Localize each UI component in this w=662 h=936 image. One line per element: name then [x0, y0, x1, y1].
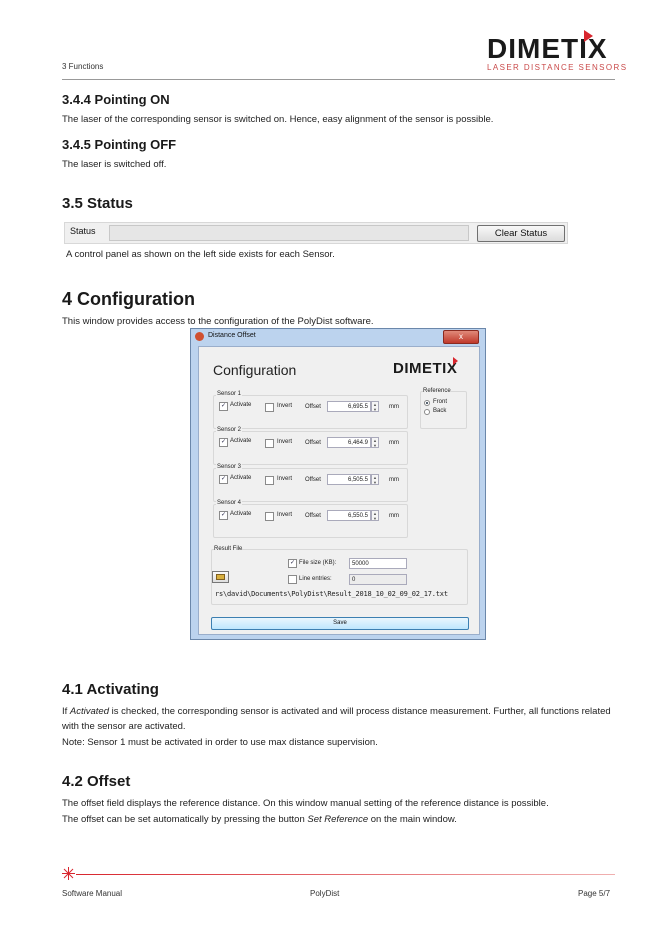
offset-spinner[interactable]: ▲ ▼ [371, 474, 379, 485]
reference-label: Reference [423, 388, 451, 394]
laser-star-icon [62, 867, 75, 880]
offset-label: Offset [305, 513, 321, 519]
invert-checkbox[interactable] [265, 403, 274, 412]
offset-input[interactable]: 6,505.5 [327, 474, 371, 485]
activating-text-pre: If [62, 706, 70, 717]
offset-text-2-post: on the main window. [368, 814, 457, 825]
footer-left: Software Manual [62, 889, 123, 898]
open-folder-button[interactable] [212, 571, 229, 583]
logo-tagline: LASER DISTANCE SENSORS [487, 63, 628, 72]
front-radio[interactable] [424, 400, 430, 406]
activate-label: Activate [230, 438, 252, 444]
sensor-group [213, 500, 408, 538]
unit-label: mm [389, 477, 399, 483]
configuration-intro: This window provides access to the configuration of the PolyDist software. [62, 316, 374, 327]
unit-label: mm [389, 440, 399, 446]
unit-label: mm [389, 513, 399, 519]
invert-checkbox[interactable] [265, 512, 274, 521]
line-entries-input: 0 [349, 574, 407, 585]
back-label: Back [433, 408, 447, 414]
offset-text-2-pre: The offset can be set automatically by pressing the button [62, 814, 308, 825]
file-size-input[interactable]: 50000 [349, 558, 407, 569]
activate-label: Activate [230, 511, 252, 517]
sensor-group [213, 391, 408, 429]
app-icon [195, 332, 204, 341]
invert-label: Invert [277, 403, 293, 409]
offset-spinner[interactable]: ▲ ▼ [371, 510, 379, 521]
activate-checkbox[interactable]: ✓ [220, 476, 227, 482]
dialog-window-title: Distance Offset [208, 332, 256, 339]
activate-checkbox[interactable]: ✓ [220, 439, 227, 445]
front-label: Front [433, 399, 448, 405]
config-logo: DIMETIX [393, 360, 458, 377]
distance-offset-dialog [190, 328, 486, 640]
heading-pointing-off: 3.4.5 Pointing OFF [62, 137, 177, 152]
offset-label: Offset [305, 440, 321, 446]
dialog-client-area [198, 346, 480, 635]
activating-text-em: Activated [69, 706, 109, 717]
activate-checkbox[interactable]: ✓ [220, 512, 227, 518]
offset-label: Offset [305, 477, 321, 483]
activate-label: Activate [230, 475, 252, 481]
status-field [109, 225, 469, 241]
result-file-label: Result File [214, 546, 243, 552]
offset-spinner[interactable]: ▲ ▼ [371, 401, 379, 412]
status-panel [64, 222, 568, 244]
activate-checkbox[interactable]: ✓ [220, 403, 227, 409]
file-size-label: File size (KB): [299, 560, 337, 566]
offset-text-1: The offset field displays the reference distance. On this window manual setting of the reference distance is possible. [62, 798, 549, 809]
clear-status-button[interactable]: Clear Status [477, 225, 565, 242]
folder-icon [216, 574, 225, 580]
result-file-path: rs\david\Documents\PolyDist\Result_2018_10_02_09_02_17.txt [215, 590, 448, 598]
heading-configuration: 4 Configuration [62, 289, 195, 309]
back-radio[interactable] [424, 409, 430, 415]
footer-center: PolyDist [310, 889, 340, 898]
invert-label: Invert [277, 512, 293, 518]
heading-status: 3.5 Status [62, 195, 133, 212]
invert-checkbox[interactable] [265, 476, 274, 485]
activating-text-post: is checked, the corresponding sensor is activated and will process distance measurement. Further, all functions related with the sensor are activated. [62, 706, 611, 732]
activate-label: Activate [230, 402, 252, 408]
dimetix-logo [487, 30, 628, 74]
sensor-name: Sensor 2 [217, 427, 242, 433]
sensor-name: Sensor 4 [217, 500, 242, 506]
offset-text-2-em: Set Reference [307, 814, 369, 825]
config-logo-triangle-icon [453, 357, 458, 365]
pointing-off-text: The laser is switched off. [62, 159, 167, 170]
header-section-label: 3 Functions [62, 62, 104, 71]
status-label: Status [70, 226, 96, 236]
sensor-group [213, 464, 408, 502]
sensor-name: Sensor 3 [217, 464, 242, 470]
save-button[interactable]: Save [211, 617, 469, 630]
heading-activating: 4.1 Activating [62, 681, 159, 698]
logo-triangle-icon [584, 30, 593, 42]
activating-note: Note: Sensor 1 must be activated in order to use max distance supervision. [62, 737, 378, 748]
config-title: Configuration [213, 362, 297, 378]
unit-label: mm [389, 404, 399, 410]
sensor-name: Sensor 1 [217, 391, 242, 397]
footer-page-number: Page 5/7 [578, 889, 611, 898]
offset-text-2 [62, 812, 457, 827]
heading-offset: 4.2 Offset [62, 773, 131, 790]
logo-text: DIMETIX [487, 33, 608, 64]
reference-group [420, 388, 467, 429]
offset-input[interactable]: 6,695.5 [327, 401, 371, 412]
heading-pointing-on: 3.4.4 Pointing ON [62, 92, 170, 107]
invert-label: Invert [277, 439, 293, 445]
file-size-checkbox[interactable]: ✓ [289, 560, 296, 566]
offset-input[interactable]: 6,464.9 [327, 437, 371, 448]
activating-text [62, 704, 615, 734]
line-entries-checkbox[interactable] [288, 575, 297, 584]
pointing-on-text: The laser of the corresponding sensor is switched on. Hence, easy alignment of the sensor is possible. [62, 114, 494, 125]
line-entries-label: Line entries: [299, 576, 332, 582]
invert-label: Invert [277, 476, 293, 482]
invert-checkbox[interactable] [265, 439, 274, 448]
offset-input[interactable]: 6,550.5 [327, 510, 371, 521]
close-button[interactable]: x [443, 330, 479, 344]
sensor-group [213, 427, 408, 465]
offset-spinner[interactable]: ▲ ▼ [371, 437, 379, 448]
offset-label: Offset [305, 404, 321, 410]
status-description: A control panel as shown on the left side exists for each Sensor. [66, 249, 335, 260]
header-divider [62, 79, 615, 80]
footer-divider [76, 874, 615, 875]
